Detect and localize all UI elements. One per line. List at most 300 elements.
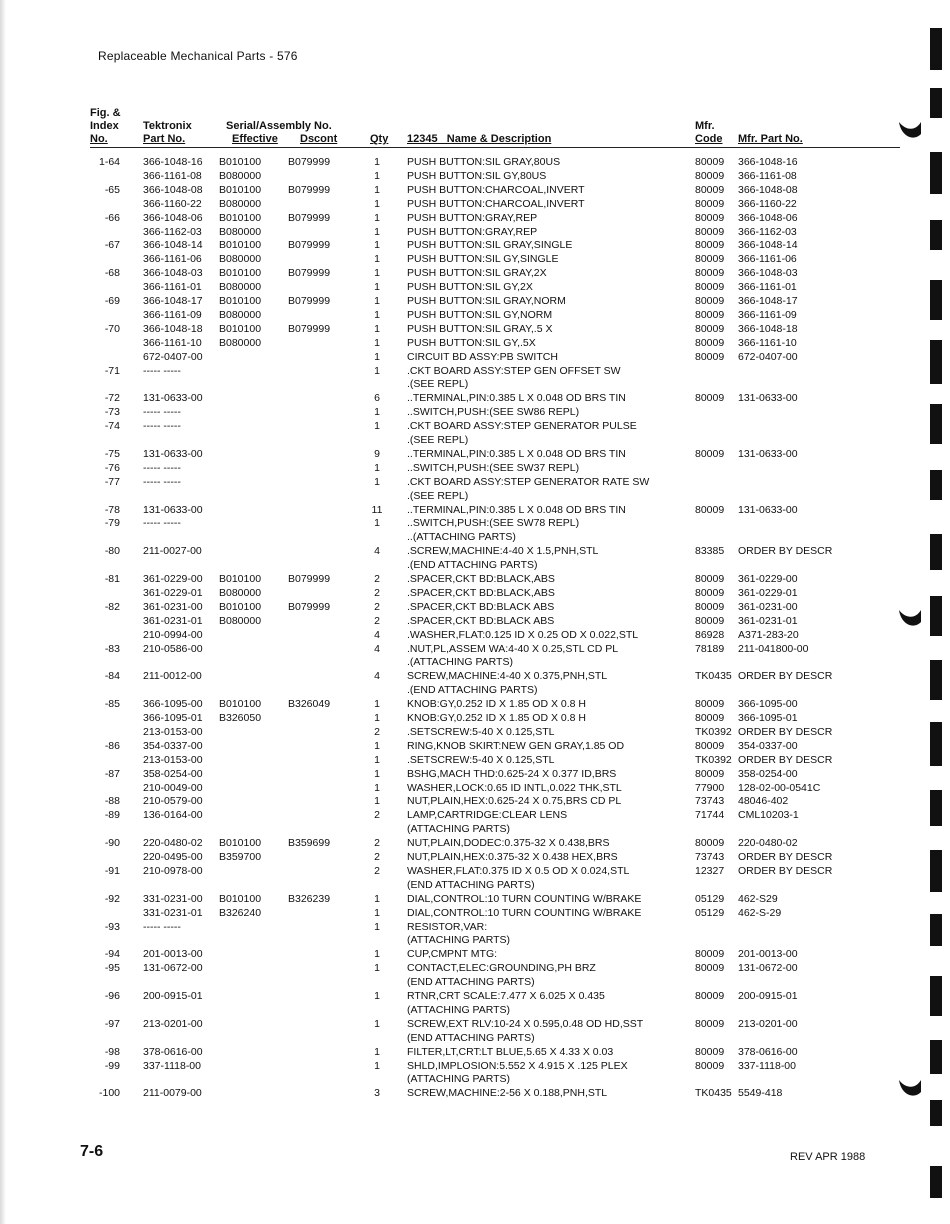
- qty-cell: 1: [374, 225, 380, 238]
- table-row: [0, 225, 900, 239]
- qty-cell: 2: [374, 851, 380, 863]
- qty-cell: 1: [374, 197, 380, 210]
- table-row: [0, 238, 900, 252]
- serial-effective-cell: B359700: [219, 851, 262, 863]
- description-cell: (ATTACHING PARTS): [407, 934, 511, 947]
- mfr-part-no-cell: A371-283-20: [738, 628, 799, 641]
- qty-cell: 1: [374, 1017, 380, 1030]
- fig-index-cell: -81: [104, 573, 120, 585]
- serial-effective-cell: B010100: [219, 211, 262, 224]
- mfr-code-cell: 86928: [695, 628, 725, 641]
- mfr-part-no-cell: 361-0231-01: [738, 614, 798, 627]
- qty-cell: 1: [374, 295, 380, 307]
- mfr-code-cell: 73743: [695, 851, 725, 863]
- col-header-dscont: Dscont: [300, 133, 338, 145]
- mfr-code-cell: 80009: [695, 183, 725, 196]
- serial-effective-cell: B080000: [219, 281, 262, 294]
- mfr-code-cell: 80009: [695, 253, 725, 266]
- description-cell: PUSH BUTTON:SIL GY,80US: [407, 169, 547, 182]
- qty-cell: 1: [374, 962, 380, 975]
- tek-part-no-cell: ----- -----: [143, 475, 181, 488]
- description-cell: .(ATTACHING PARTS): [407, 656, 513, 669]
- fig-index-cell: -66: [104, 211, 120, 224]
- description-cell: .(SEE REPL): [407, 434, 469, 446]
- table-row: [0, 447, 900, 461]
- col-header-code-line2: Code: [695, 133, 723, 145]
- description-cell: .(END ATTACHING PARTS): [407, 559, 538, 572]
- mfr-part-no-cell: 213-0201-00: [738, 1017, 798, 1030]
- qty-cell: 4: [374, 670, 380, 683]
- description-cell: WASHER,LOCK:0.65 ID INTL,0.022 THK,STL: [407, 781, 622, 794]
- tek-part-no-cell: 200-0915-01: [143, 990, 203, 1002]
- description-cell: RESISTOR,VAR:: [407, 920, 488, 933]
- mfr-code-cell: 80009: [695, 573, 725, 585]
- table-row: [0, 475, 900, 489]
- col-header-fig-line3: No.: [90, 133, 108, 145]
- index-tab-mark: [930, 596, 942, 636]
- description-cell: SHLD,IMPLOSION:5.552 X 4.915 X .125 PLEX: [407, 1059, 628, 1072]
- mfr-code-cell: 80009: [695, 267, 725, 280]
- qty-cell: 1: [374, 420, 380, 433]
- mfr-code-cell: 80009: [695, 837, 725, 850]
- qty-cell: 2: [374, 809, 380, 822]
- binder-clip-icon: [897, 120, 923, 142]
- tek-part-no-cell: 366-1095-01: [143, 712, 203, 724]
- serial-effective-cell: B080000: [219, 169, 262, 182]
- description-cell: PUSH BUTTON:SIL GY,NORM: [407, 308, 553, 321]
- serial-dscont-cell: B079999: [288, 573, 331, 585]
- mfr-code-cell: 80009: [695, 614, 725, 627]
- serial-effective-cell: B010100: [219, 573, 262, 585]
- description-cell: (END ATTACHING PARTS): [407, 976, 535, 989]
- table-row: [0, 336, 900, 350]
- tek-part-no-cell: 366-1162-03: [143, 225, 202, 238]
- qty-cell: 1: [374, 1045, 380, 1058]
- table-row: [0, 558, 900, 572]
- table-row: [0, 572, 900, 586]
- mfr-code-cell: 80009: [695, 1017, 725, 1030]
- tek-part-no-cell: 366-1048-16: [143, 156, 203, 168]
- mfr-part-no-cell: 366-1048-17: [738, 295, 798, 307]
- table-row: [0, 516, 900, 530]
- index-tab-mark: [930, 1100, 942, 1126]
- table-row: [0, 350, 900, 364]
- description-cell: .SPACER,CKT BD:BLACK,ABS: [407, 573, 555, 585]
- tek-part-no-cell: ----- -----: [143, 920, 181, 933]
- revision-date: REV APR 1988: [790, 1151, 866, 1163]
- tek-part-no-cell: 361-0231-00: [143, 600, 203, 613]
- fig-index-cell: -67: [104, 239, 120, 252]
- serial-effective-cell: B010100: [219, 837, 262, 850]
- serial-dscont-cell: B079999: [288, 295, 331, 307]
- mfr-code-cell: 80009: [695, 1059, 725, 1072]
- description-cell: CIRCUIT BD ASSY:PB SWITCH: [407, 350, 558, 363]
- description-cell: DIAL,CONTROL:10 TURN COUNTING W/BRAKE: [407, 906, 642, 919]
- mfr-part-no-cell: 462-S29: [738, 892, 778, 905]
- tek-part-no-cell: 366-1048-08: [143, 183, 203, 196]
- qty-cell: 1: [374, 948, 380, 961]
- qty-cell: 2: [374, 614, 380, 627]
- description-cell: PUSH BUTTON:SIL GY,2X: [407, 281, 533, 294]
- mfr-part-no-cell: 220-0480-02: [738, 837, 798, 850]
- mfr-part-no-cell: ORDER BY DESCR: [738, 753, 833, 766]
- description-cell: KNOB:GY,0.252 ID X 1.85 OD X 0.8 H: [407, 698, 586, 711]
- table-row: [0, 1059, 900, 1073]
- description-cell: .SETSCREW:5-40 X 0.125,STL: [407, 753, 555, 766]
- mfr-code-cell: TK0392: [695, 753, 732, 766]
- description-cell: ..SWITCH,PUSH:(SEE SW37 REPL): [407, 461, 580, 474]
- tek-part-no-cell: 211-0079-00: [143, 1087, 202, 1100]
- table-row: [0, 197, 900, 211]
- tek-part-no-cell: 213-0153-00: [143, 725, 203, 738]
- table-row: [0, 1072, 900, 1086]
- col-header-code: [695, 120, 723, 146]
- fig-index-cell: -85: [104, 698, 120, 711]
- qty-cell: 2: [374, 573, 380, 585]
- table-row: [0, 933, 900, 947]
- description-cell: ..TERMINAL,PIN:0.385 L X 0.048 OD BRS TIN: [407, 392, 626, 405]
- description-cell: PUSH BUTTON:SIL GRAY,.5 X: [407, 322, 553, 335]
- table-row: [0, 920, 900, 934]
- qty-cell: 1: [374, 712, 380, 724]
- table-row: [0, 1003, 900, 1017]
- col-header-code-line1: Mfr.: [695, 120, 715, 132]
- description-cell: .NUT,PL,ASSEM WA:4-40 X 0.25,STL CD PL: [407, 642, 619, 655]
- fig-index-cell: -95: [104, 962, 120, 975]
- mfr-code-cell: 80009: [695, 962, 725, 975]
- description-cell: CONTACT,ELEC:GROUNDING,PH BRZ: [407, 962, 596, 975]
- mfr-code-cell: 80009: [695, 392, 725, 405]
- table-row: [0, 655, 900, 669]
- fig-index-cell: -65: [104, 183, 120, 196]
- tek-part-no-cell: 361-0231-01: [143, 614, 203, 627]
- mfr-code-cell: TK0392: [695, 725, 732, 738]
- qty-cell: 1: [374, 267, 380, 280]
- description-cell: ..TERMINAL,PIN:0.385 L X 0.048 OD BRS TIN: [407, 447, 626, 460]
- mfr-part-no-cell: 211-041800-00: [738, 642, 809, 655]
- table-row: [0, 961, 900, 975]
- table-row: [0, 544, 900, 558]
- description-cell: RING,KNOB SKIRT:NEW GEN GRAY,1.85 OD: [407, 739, 625, 752]
- tek-part-no-cell: 213-0201-00: [143, 1017, 203, 1030]
- binder-clip-icon: [897, 1078, 923, 1100]
- tek-part-no-cell: 210-0978-00: [143, 864, 203, 877]
- qty-cell: 1: [374, 698, 380, 711]
- tek-part-no-cell: 220-0495-00: [143, 851, 203, 863]
- tek-part-no-cell: 672-0407-00: [143, 350, 203, 363]
- description-cell: .CKT BOARD ASSY:STEP GENERATOR PULSE: [407, 420, 637, 433]
- serial-effective-cell: B010100: [219, 156, 262, 168]
- mfr-code-cell: 80009: [695, 739, 725, 752]
- serial-dscont-cell: B359699: [288, 837, 331, 850]
- index-tab-mark: [930, 152, 942, 194]
- fig-index-cell: -84: [104, 670, 120, 683]
- tek-part-no-cell: 131-0633-00: [143, 447, 203, 460]
- mfr-code-cell: 80009: [695, 169, 725, 182]
- col-header-fig-line2: Index: [90, 120, 119, 132]
- table-row: [0, 781, 900, 795]
- mfr-code-cell: 80009: [695, 322, 725, 335]
- table-row: [0, 419, 900, 433]
- col-header-mfr-part: Mfr. Part No.: [738, 133, 803, 145]
- tek-part-no-cell: 210-0586-00: [143, 642, 203, 655]
- table-row: [0, 836, 900, 850]
- index-tab-mark: [930, 220, 942, 250]
- mfr-part-no-cell: 131-0633-00: [738, 392, 798, 405]
- mfr-part-no-cell: 366-1161-10: [738, 336, 797, 349]
- fig-index-cell: -71: [104, 364, 120, 377]
- description-cell: .(SEE REPL): [407, 489, 469, 502]
- table-row: [0, 211, 900, 225]
- fig-index-cell: -87: [104, 767, 120, 780]
- table-row: [0, 1031, 900, 1045]
- tek-part-no-cell: 131-0633-00: [143, 503, 203, 516]
- index-tab-mark: [930, 88, 942, 118]
- table-row: [0, 308, 900, 322]
- description-cell: PUSH BUTTON:CHARCOAL,INVERT: [407, 183, 585, 196]
- table-row: [0, 906, 900, 920]
- tek-part-no-cell: 366-1048-03: [143, 267, 203, 280]
- description-cell: ..(ATTACHING PARTS): [407, 531, 516, 544]
- serial-dscont-cell: B326049: [288, 698, 331, 711]
- qty-cell: 1: [374, 239, 380, 252]
- index-tab-mark: [930, 1166, 942, 1198]
- table-row: [0, 1045, 900, 1059]
- mfr-part-no-cell: 354-0337-00: [738, 739, 798, 752]
- serial-dscont-cell: B079999: [288, 322, 331, 335]
- description-cell: KNOB:GY,0.252 ID X 1.85 OD X 0.8 H: [407, 712, 586, 724]
- fig-index-cell: -88: [104, 795, 120, 808]
- index-tab-mark: [930, 722, 942, 766]
- index-tab-mark: [930, 404, 942, 444]
- table-row: [0, 669, 900, 683]
- serial-effective-cell: B010100: [219, 600, 262, 613]
- tek-part-no-cell: 366-1161-08: [143, 169, 202, 182]
- description-cell: .SPACER,CKT BD:BLACK ABS: [407, 614, 555, 627]
- description-cell: NUT,PLAIN,HEX:0.625-24 X 0.75,BRS CD PL: [407, 795, 622, 808]
- description-cell: NUT,PLAIN,DODEC:0.375-32 X 0.438,BRS: [407, 837, 610, 850]
- mfr-part-no-cell: 366-1160-22: [738, 197, 797, 210]
- description-cell: .SPACER,CKT BD:BLACK,ABS: [407, 586, 555, 599]
- fig-index-cell: -91: [104, 864, 120, 877]
- mfr-part-no-cell: 366-1161-09: [738, 308, 797, 321]
- mfr-part-no-cell: ORDER BY DESCR: [738, 851, 833, 863]
- fig-index-cell: -72: [104, 392, 120, 405]
- description-cell: PUSH BUTTON:CHARCOAL,INVERT: [407, 197, 585, 210]
- mfr-code-cell: 73743: [695, 795, 725, 808]
- mfr-part-no-cell: 462-S-29: [738, 906, 782, 919]
- description-cell: PUSH BUTTON:SIL GRAY,80US: [407, 156, 561, 168]
- qty-cell: 4: [374, 545, 380, 558]
- mfr-part-no-cell: ORDER BY DESCR: [738, 545, 833, 558]
- mfr-part-no-cell: 131-0633-00: [738, 447, 798, 460]
- description-cell: SCREW,MACHINE:4-40 X 0.375,PNH,STL: [407, 670, 608, 683]
- table-row: [0, 614, 900, 628]
- qty-cell: 1: [374, 364, 380, 377]
- serial-effective-cell: B080000: [219, 336, 262, 349]
- fig-index-cell: -74: [104, 420, 120, 433]
- mfr-part-no-cell: 366-1095-01: [738, 712, 798, 724]
- table-row: [0, 753, 900, 767]
- mfr-part-no-cell: CML10203-1: [738, 809, 799, 822]
- table-row: [0, 711, 900, 725]
- mfr-part-no-cell: 366-1048-16: [738, 156, 798, 168]
- tek-part-no-cell: 366-1095-00: [143, 698, 203, 711]
- table-row: [0, 878, 900, 892]
- description-cell: .(END ATTACHING PARTS): [407, 684, 538, 697]
- qty-cell: 2: [374, 837, 380, 850]
- qty-cell: 1: [374, 183, 380, 196]
- description-cell: (END ATTACHING PARTS): [407, 878, 535, 891]
- description-cell: FILTER,LT,CRT:LT BLUE,5.65 X 4.33 X 0.03: [407, 1045, 614, 1058]
- serial-dscont-cell: B079999: [288, 267, 331, 280]
- tek-part-no-cell: 211-0012-00: [143, 670, 202, 683]
- table-row: [0, 252, 900, 266]
- mfr-part-no-cell: ORDER BY DESCR: [738, 725, 833, 738]
- description-cell: WASHER,FLAT:0.375 ID X 0.5 OD X 0.024,STL: [407, 864, 630, 877]
- mfr-part-no-cell: 48046-402: [738, 795, 789, 808]
- mfr-part-no-cell: 361-0229-00: [738, 573, 798, 585]
- mfr-code-cell: 80009: [695, 156, 725, 168]
- qty-cell: 4: [374, 642, 380, 655]
- fig-index-cell: -68: [104, 267, 120, 280]
- qty-cell: 11: [371, 503, 383, 516]
- table-row: [0, 739, 900, 753]
- col-header-part-line2: Part No.: [143, 133, 186, 145]
- tek-part-no-cell: ----- -----: [143, 406, 181, 419]
- qty-cell: 3: [374, 1087, 380, 1100]
- col-header-effective: Effective: [232, 133, 278, 145]
- tek-part-no-cell: 366-1160-22: [143, 197, 202, 210]
- mfr-part-no-cell: 366-1095-00: [738, 698, 798, 711]
- table-row: [0, 975, 900, 989]
- table-row: [0, 266, 900, 280]
- description-cell: (ATTACHING PARTS): [407, 823, 511, 836]
- description-cell: .WASHER,FLAT:0.125 ID X 0.25 OD X 0.022,STL: [407, 628, 639, 641]
- description-cell: ..SWITCH,PUSH:(SEE SW78 REPL): [407, 517, 580, 530]
- description-cell: .SPACER,CKT BD:BLACK ABS: [407, 600, 555, 613]
- serial-effective-cell: B010100: [219, 267, 262, 280]
- table-row: [0, 530, 900, 544]
- description-cell: ..SWITCH,PUSH:(SEE SW86 REPL): [407, 406, 580, 419]
- fig-index-cell: -83: [104, 642, 120, 655]
- tek-part-no-cell: 366-1161-06: [143, 253, 202, 266]
- mfr-code-cell: 80009: [695, 600, 725, 613]
- fig-index-cell: -99: [104, 1059, 120, 1072]
- table-row: [0, 461, 900, 475]
- serial-effective-cell: B010100: [219, 183, 262, 196]
- qty-cell: 1: [374, 990, 380, 1002]
- index-tab-mark: [930, 470, 942, 500]
- qty-cell: 1: [374, 406, 380, 419]
- tek-part-no-cell: 354-0337-00: [143, 739, 203, 752]
- index-tab-mark: [930, 914, 942, 946]
- mfr-part-no-cell: 358-0254-00: [738, 767, 798, 780]
- header-rule: [90, 147, 900, 148]
- serial-dscont-cell: B079999: [288, 600, 331, 613]
- tek-part-no-cell: 337-1118-00: [143, 1059, 201, 1072]
- serial-effective-cell: B010100: [219, 322, 262, 335]
- tek-part-no-cell: 366-1048-18: [143, 322, 203, 335]
- mfr-part-no-cell: 361-0231-00: [738, 600, 798, 613]
- qty-cell: 1: [374, 211, 380, 224]
- table-row: [0, 808, 900, 822]
- description-cell: PUSH BUTTON:SIL GRAY,2X: [407, 267, 547, 280]
- mfr-code-cell: 80009: [695, 767, 725, 780]
- fig-index-cell: -89: [104, 809, 120, 822]
- qty-cell: 1: [374, 906, 380, 919]
- serial-effective-cell: B010100: [219, 698, 262, 711]
- description-cell: .CKT BOARD ASSY:STEP GEN OFFSET SW: [407, 364, 621, 377]
- description-cell: CUP,CMPNT MTG:: [407, 948, 498, 961]
- qty-cell: 1: [374, 517, 380, 530]
- fig-index-cell: -77: [104, 475, 120, 488]
- mfr-part-no-cell: 366-1048-08: [738, 183, 798, 196]
- table-row: [0, 364, 900, 378]
- description-cell: (END ATTACHING PARTS): [407, 1031, 535, 1044]
- mfr-part-no-cell: 366-1161-08: [738, 169, 797, 182]
- table-row: [0, 183, 900, 197]
- table-row: [0, 794, 900, 808]
- fig-index-cell: -75: [104, 447, 120, 460]
- col-header-part: [143, 120, 192, 146]
- fig-index-cell: -76: [104, 461, 120, 474]
- mfr-part-no-cell: 366-1161-01: [738, 281, 797, 294]
- fig-index-cell: -80: [104, 545, 120, 558]
- table-row: [0, 586, 900, 600]
- table-row: [0, 683, 900, 697]
- mfr-code-cell: 71744: [695, 809, 725, 822]
- fig-index-cell: -70: [104, 322, 120, 335]
- mfr-code-cell: 80009: [695, 350, 725, 363]
- qty-cell: 1: [374, 322, 380, 335]
- mfr-part-no-cell: 672-0407-00: [738, 350, 798, 363]
- fig-index-cell: -78: [104, 503, 120, 516]
- table-row: [0, 850, 900, 864]
- description-cell: SCREW,MACHINE:2-56 X 0.188,PNH,STL: [407, 1087, 608, 1100]
- qty-cell: 1: [374, 739, 380, 752]
- serial-dscont-cell: B079999: [288, 156, 331, 168]
- qty-cell: 1: [374, 169, 380, 182]
- index-tab-mark: [930, 28, 942, 70]
- tek-part-no-cell: ----- -----: [143, 461, 181, 474]
- tek-part-no-cell: 210-0579-00: [143, 795, 203, 808]
- mfr-part-no-cell: 5549-418: [738, 1087, 783, 1100]
- qty-cell: 1: [374, 892, 380, 905]
- mfr-code-cell: 80009: [695, 948, 725, 961]
- qty-cell: 1: [374, 753, 380, 766]
- qty-cell: 1: [374, 281, 380, 294]
- table-row: [0, 1086, 900, 1100]
- table-row: [0, 155, 900, 169]
- fig-index-cell: -94: [104, 948, 120, 961]
- mfr-code-cell: 80009: [695, 308, 725, 321]
- qty-cell: 1: [374, 253, 380, 266]
- table-row: [0, 892, 900, 906]
- mfr-part-no-cell: 131-0633-00: [738, 503, 798, 516]
- page-title: Replaceable Mechanical Parts - 576: [98, 49, 298, 63]
- index-tab-mark: [930, 1040, 942, 1074]
- description-cell: SCREW,EXT RLV:10-24 X 0.595,0.48 OD HD,SST: [407, 1017, 644, 1030]
- mfr-code-cell: 80009: [695, 211, 725, 224]
- mfr-part-no-cell: 128-02-00-0541C: [738, 781, 821, 794]
- table-row: [0, 280, 900, 294]
- tek-part-no-cell: 366-1161-09: [143, 308, 202, 321]
- mfr-code-cell: 80009: [695, 698, 725, 711]
- mfr-part-no-cell: 337-1118-00: [738, 1059, 796, 1072]
- mfr-code-cell: 80009: [695, 197, 725, 210]
- mfr-part-no-cell: 200-0915-01: [738, 990, 798, 1002]
